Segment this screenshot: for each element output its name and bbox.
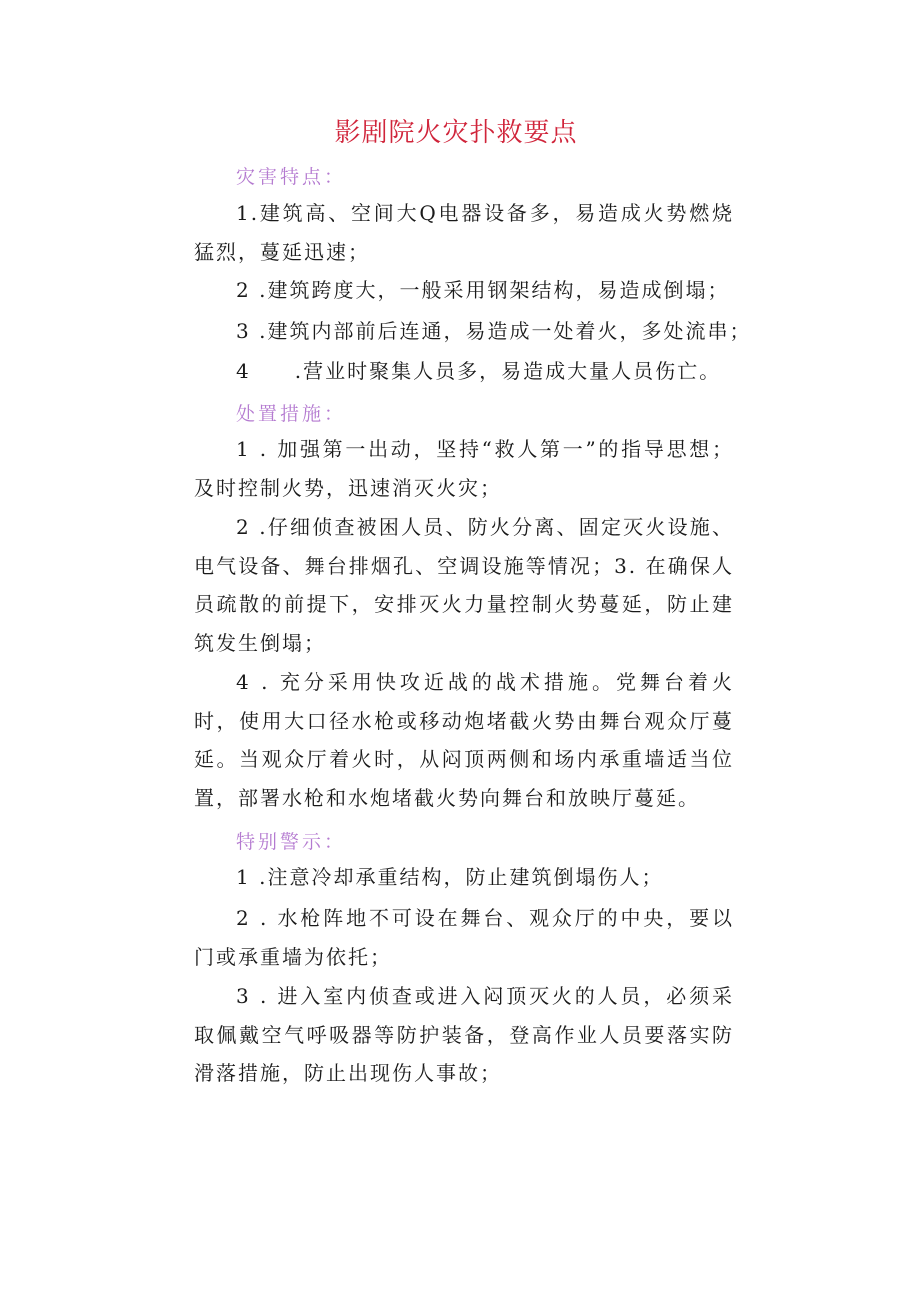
section-heading-hazard-characteristics: 灾害特点： <box>236 166 347 188</box>
warning-item-2: 2 . 水枪阵地不可设在舞台、观众厅的中央，要以门或承重墙为依托； <box>194 906 734 969</box>
warning-item-1: 1 .注意冷却承重结构，防止建筑倒塌伤人； <box>236 865 664 889</box>
document-title: 影剧院火灾扑救要点 <box>334 118 578 148</box>
section-heading-special-warnings: 特别警示： <box>236 831 347 853</box>
warning-item-3: 3 . 进入室内侦查或进入闷顶灭火的人员，必须采取佩戴空气呼吸器等防护装备，登高作业人员要落实防滑落措施，防止出现伤人事故； <box>194 984 734 1085</box>
response-item-1: 1 . 加强第一出动，坚持“救人第一”的指导思想；及时控制火势，迅速消灭火灾； <box>194 437 734 500</box>
hazard-item-4: 4 .营业时聚集人员多，易造成大量人员伤亡。 <box>236 359 722 383</box>
response-item-2: 2 .仔细侦查被困人员、防火分离、固定灭火设施、电气设备、舞台排烟孔、空调设施等情况；3. 在确保人员疏散的前提下，安排灭火力量控制火势蔓延，防止建筑发生倒塌； <box>194 515 734 655</box>
hazard-item-1: 1.建筑高、空间大Q电器设备多，易造成火势燃烧猛烈，蔓延迅速； <box>194 201 734 264</box>
section-heading-response-measures: 处置措施： <box>236 403 347 425</box>
response-item-4: 4 . 充分采用快攻近战的战术措施。党舞台着火时，使用大口径水枪或移动炮堵截火势由舞台观众厅蔓延。当观众厅着火时，从闷顶两侧和场内承重墙适当位置，部署水枪和水炮堵截火势向舞台和放映厅蔓延。 <box>194 670 734 810</box>
hazard-item-2: 2 .建筑跨度大，一般采用钢架结构，易造成倒塌； <box>236 278 730 302</box>
hazard-item-3: 3 .建筑内部前后连通，易造成一处着火，多处流串； <box>236 319 752 343</box>
